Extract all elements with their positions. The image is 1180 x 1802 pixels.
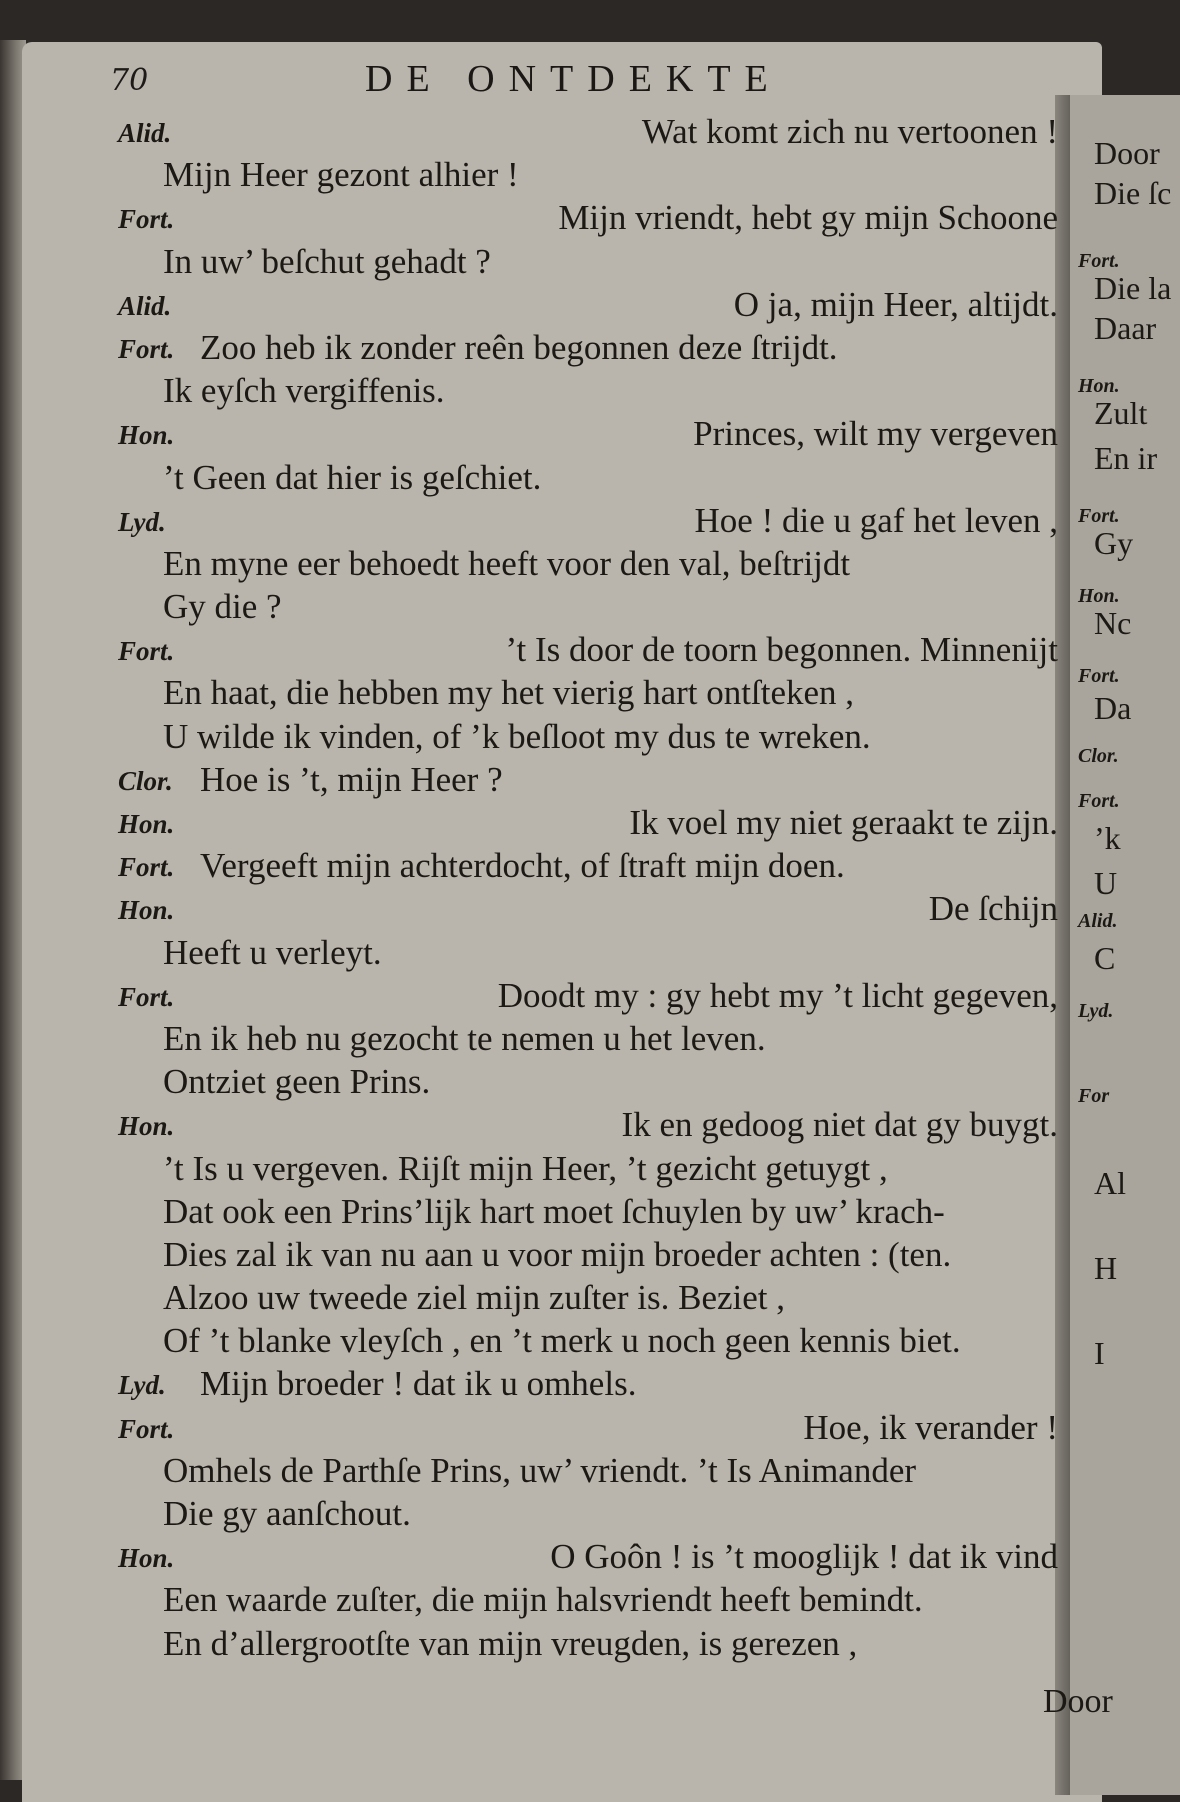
- verse-text: Hoe, ik verander !: [803, 1407, 1058, 1447]
- verse-text: In uw’ beſchut gehadt ?: [163, 241, 491, 281]
- catchword: Door: [1043, 1683, 1113, 1720]
- speaker-name: Hon.: [118, 895, 175, 926]
- verse-line: [118, 1105, 1078, 1148]
- verse-line: [118, 1192, 1078, 1235]
- right-page-fragment: Da: [1094, 690, 1132, 726]
- verse-text: Mijn Heer gezont alhier !: [163, 155, 519, 195]
- verse-line: [118, 803, 1078, 846]
- verse-text: De ſchijn: [928, 889, 1058, 929]
- right-page-fragment: Daar: [1094, 310, 1157, 346]
- speaker-name: Fort.: [118, 333, 175, 364]
- verse-text: En ik heb nu gezocht te nemen u het leven.: [163, 1018, 766, 1058]
- verse-text: Zoo heb ik zonder reên begonnen deze ſtrijdt.: [200, 327, 838, 367]
- verse-line: [118, 198, 1078, 241]
- right-page-speaker: Clor.: [1078, 745, 1119, 767]
- verse-line: [118, 371, 1078, 414]
- right-page-fragment: H: [1094, 1250, 1118, 1286]
- right-page-fragment: I: [1094, 1335, 1105, 1371]
- verse-text: Of ’t blanke vleyſch , en ’t merk u noch geen kennis biet.: [163, 1321, 961, 1361]
- verse-line: [118, 630, 1078, 673]
- verse-line: [118, 328, 1078, 371]
- verse-line: [118, 1537, 1078, 1580]
- verse-line: [118, 760, 1078, 803]
- speaker-name: Alid.: [118, 290, 172, 321]
- verse-line: [118, 1062, 1078, 1105]
- verse-line: [118, 673, 1078, 716]
- verse-text: O ja, mijn Heer, altijdt.: [733, 284, 1058, 324]
- right-page-speaker: Fort.: [1078, 665, 1120, 687]
- verse-line: [118, 933, 1078, 976]
- verse-line: [118, 1408, 1078, 1451]
- speaker-name: Hon.: [118, 1543, 175, 1574]
- verse-line: [118, 1019, 1078, 1062]
- right-page-fragment: Gy: [1094, 525, 1134, 561]
- verse-line: [118, 112, 1078, 155]
- speaker-name: Fort.: [118, 852, 175, 883]
- verse-text: Omhels de Parthſe Prins, uw’ vriendt. ’t Is Animander: [163, 1450, 917, 1490]
- right-page-fragment: Die la: [1094, 270, 1172, 306]
- verse-text: Gy die ?: [163, 587, 282, 627]
- verse-text: U wilde ik vinden, of ’k beſloot my dus te wreken.: [163, 716, 871, 756]
- verse-text: Princes, wilt my vergeven: [693, 414, 1058, 454]
- verse-text: Ik en gedoog niet dat gy buygt.: [621, 1105, 1058, 1145]
- verse-text: Dies zal ik van nu aan u voor mijn broeder achten : (ten.: [163, 1234, 952, 1274]
- speaker-name: Hon.: [118, 809, 175, 839]
- right-page-speaker: Fort.: [1078, 790, 1120, 812]
- speaker-name: Hon.: [118, 1111, 175, 1142]
- verse-text: En d’allergrootſte van mijn vreugden, is gerezen ,: [163, 1623, 858, 1663]
- right-page-fragment: Nc: [1094, 605, 1132, 641]
- speaker-name: Hon.: [118, 420, 175, 451]
- verse-line: [118, 976, 1078, 1019]
- verse-text: Ontziet geen Prins.: [163, 1062, 431, 1102]
- verse-text: Ik voel my niet geraakt te zijn.: [629, 803, 1058, 842]
- verse-line: [118, 544, 1078, 587]
- verse-line: [118, 717, 1078, 760]
- right-page-speaker: Hon.: [1078, 585, 1120, 607]
- right-page-speaker: Fort.: [1078, 505, 1120, 527]
- speaker-name: Fort.: [118, 204, 175, 235]
- right-page-fragment: Zult: [1094, 395, 1148, 431]
- verse-text: Die gy aanſchout.: [163, 1494, 411, 1533]
- right-page-fragment: U: [1094, 865, 1118, 901]
- verse-text: Mijn vriendt, hebt gy mijn Schoone: [558, 198, 1058, 238]
- verse-text: Hoe ! die u gaf het leven ,: [694, 500, 1058, 540]
- verse-line: [118, 1624, 1078, 1667]
- verse-line: [118, 1278, 1078, 1321]
- verse-line: [118, 889, 1078, 932]
- speaker-name: Fort.: [118, 1413, 175, 1444]
- verse-line: [118, 1235, 1078, 1278]
- verse-line: [118, 242, 1078, 285]
- verse-text: Ik eyſch vergiffenis.: [163, 371, 445, 411]
- play-text: [118, 112, 1078, 1667]
- verse-line: [118, 155, 1078, 198]
- verse-text: ’t Is door de toorn begonnen. Minnenijt: [505, 630, 1058, 670]
- right-page-speaker: Hon.: [1078, 375, 1120, 397]
- verse-line: [118, 501, 1078, 544]
- verse-line: [118, 414, 1078, 457]
- right-page-fragment: Door: [1094, 135, 1160, 171]
- verse-line: [118, 1364, 1078, 1407]
- verse-text: Alzoo uw tweede ziel mijn zuſter is. Beziet ,: [163, 1278, 786, 1318]
- verse-line: [118, 458, 1078, 501]
- verse-text: Wat komt zich nu vertoonen !: [641, 112, 1058, 151]
- verse-line: [118, 1321, 1078, 1364]
- right-page-fragment: En ir: [1094, 440, 1158, 476]
- verse-text: En myne eer behoedt heeft voor den val, beſtrijdt: [163, 543, 851, 583]
- verse-text: ’t Geen dat hier is geſchiet.: [163, 457, 542, 497]
- verse-text: O Goôn ! is ’t mooglijk ! dat ik vind: [550, 1537, 1058, 1577]
- verse-line: [118, 846, 1078, 889]
- page-number: 70: [110, 63, 149, 98]
- speaker-name: Lyd.: [118, 506, 166, 537]
- verse-text: En haat, die hebben my het vierig hart ontſteken ,: [163, 673, 855, 713]
- verse-line: [118, 1451, 1078, 1494]
- right-page-speaker: Fort.: [1078, 250, 1120, 272]
- right-page-speaker: Lyd.: [1078, 1000, 1114, 1022]
- right-page-fragment: Die ſc: [1094, 175, 1172, 211]
- verse-text: ’t Is u vergeven. Rijſt mijn Heer, ’t gezicht getuygt ,: [163, 1148, 888, 1188]
- right-page-speaker: For: [1078, 1085, 1110, 1107]
- verse-text: Doodt my : gy hebt my ’t licht gegeven,: [497, 975, 1058, 1015]
- verse-text: Dat ook een Prins’lijk hart moet ſchuylen by uw’ krach-: [163, 1191, 945, 1231]
- speaker-name: Fort.: [118, 981, 175, 1012]
- speaker-name: Lyd.: [118, 1370, 166, 1401]
- right-page-fragment: C: [1094, 940, 1116, 976]
- verse-text: Mijn broeder ! dat ik u omhels.: [200, 1364, 637, 1404]
- running-title: DE ONTDEKTE: [365, 58, 782, 100]
- right-page-fragment: Al: [1094, 1165, 1126, 1201]
- speaker-name: Alid.: [118, 118, 172, 148]
- speaker-name: Clor.: [118, 765, 173, 796]
- verse-text: Heeft u verleyt.: [163, 932, 382, 972]
- verse-text: Een waarde zuſter, die mijn halsvriendt heeft bemindt.: [163, 1580, 923, 1620]
- verse-line: [118, 1149, 1078, 1192]
- verse-line: [118, 1494, 1078, 1537]
- right-page: [1070, 95, 1180, 1795]
- verse-text: Vergeeft mijn achterdocht, of ſtraft mijn doen.: [200, 846, 845, 886]
- verse-line: [118, 587, 1078, 630]
- speaker-name: Fort.: [118, 636, 175, 667]
- verse-line: [118, 1580, 1078, 1623]
- right-page-speaker: Alid.: [1078, 910, 1118, 932]
- right-page-fragment: ’k: [1094, 820, 1121, 856]
- verse-line: [118, 285, 1078, 328]
- verse-text: Hoe is ’t, mijn Heer ?: [200, 759, 503, 799]
